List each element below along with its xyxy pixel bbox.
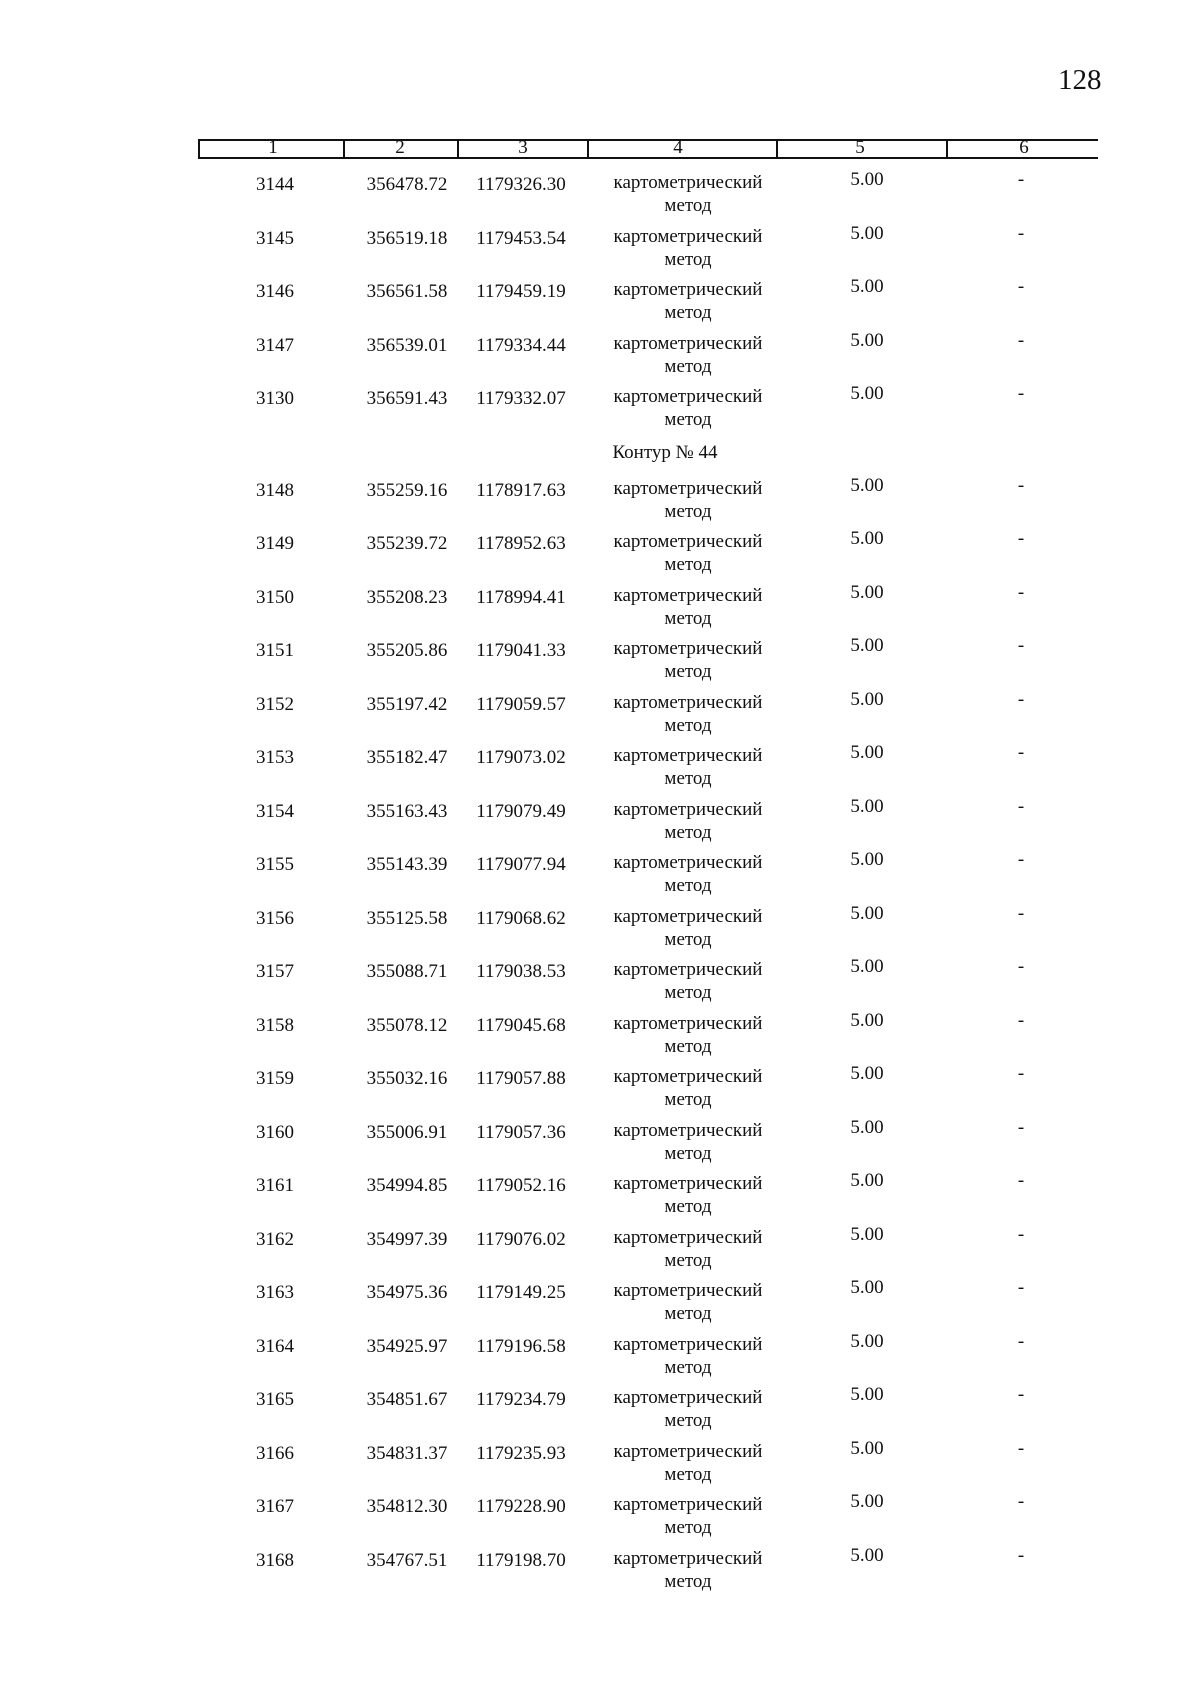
method-line-1: картометрический (613, 172, 763, 193)
method-cell (588, 744, 788, 790)
y-coordinate-cell: 1179076.02 (476, 1228, 566, 1250)
x-coordinate-cell: 355259.16 (366, 479, 448, 501)
description-cell: - (1017, 635, 1025, 656)
x-coordinate-cell: 354975.36 (366, 1282, 448, 1303)
accuracy-cell: 5.00 (850, 1544, 884, 1566)
method-cell (588, 171, 788, 217)
column-header-3: 3 (518, 137, 528, 158)
accuracy-cell: 5.00 (850, 1437, 884, 1459)
y-coordinate-cell: 1179453.54 (476, 227, 566, 249)
method-line-1: картометрический (613, 1066, 763, 1087)
header-divider (946, 141, 948, 157)
table-row (0, 1169, 1200, 1223)
header-divider (198, 141, 200, 157)
page-number: 128 (1058, 64, 1102, 96)
method-line-2: метод (664, 1570, 712, 1592)
table-row (0, 848, 1200, 902)
table-row (0, 1544, 1200, 1598)
method-cell (588, 637, 788, 683)
point-number-cell: 3159 (256, 1068, 294, 1089)
method-line-1: картометрический (613, 905, 763, 927)
accuracy-cell: 5.00 (850, 956, 884, 977)
description-cell: - (1017, 169, 1025, 190)
method-line-1: картометрический (613, 386, 763, 407)
method-line-1: картометрический (613, 477, 763, 499)
method-line-1: картометрический (613, 1333, 763, 1355)
description-cell: - (1017, 1116, 1025, 1138)
table-row (0, 1437, 1200, 1491)
y-coordinate-cell: 1178952.63 (476, 533, 566, 554)
method-line-1: картометрический (613, 1173, 763, 1194)
table-row (0, 329, 1200, 383)
y-coordinate-cell: 1179079.49 (476, 800, 566, 822)
method-cell (588, 1440, 788, 1486)
method-line-2: метод (664, 1089, 712, 1110)
method-line-2: метод (664, 1410, 712, 1431)
point-number-cell: 3168 (256, 1549, 294, 1571)
table-row (0, 1383, 1200, 1437)
method-line-2: метод (664, 607, 712, 629)
point-number-cell: 3166 (256, 1442, 294, 1464)
x-coordinate-cell: 355143.39 (366, 854, 448, 875)
x-coordinate-cell: 356539.01 (366, 334, 448, 356)
x-coordinate-cell: 355208.23 (366, 586, 448, 608)
y-coordinate-cell: 1179234.79 (476, 1389, 566, 1410)
accuracy-cell: 5.00 (850, 902, 884, 924)
column-header-4: 4 (673, 137, 683, 158)
method-line-1: картометрический (613, 745, 763, 766)
description-cell: - (1017, 276, 1025, 297)
method-cell (588, 1279, 788, 1325)
method-line-1: картометрический (613, 798, 763, 820)
method-line-2: метод (664, 714, 712, 736)
description-cell: - (1017, 1009, 1025, 1031)
accuracy-cell: 5.00 (850, 849, 884, 870)
method-cell (588, 1012, 788, 1058)
accuracy-cell: 5.00 (850, 1223, 884, 1245)
x-coordinate-cell: 354851.67 (366, 1389, 448, 1410)
method-line-1: картометрический (613, 1440, 763, 1462)
table-row (0, 474, 1200, 528)
method-line-1: картометрический (613, 1012, 763, 1034)
method-line-2: метод (664, 875, 712, 896)
y-coordinate-cell: 1179196.58 (476, 1335, 566, 1357)
method-line-1: картометрический (613, 225, 763, 247)
method-cell (588, 1493, 788, 1539)
y-coordinate-cell: 1178917.63 (476, 479, 566, 501)
x-coordinate-cell: 354767.51 (366, 1549, 448, 1571)
table-row (0, 741, 1200, 795)
method-cell (588, 332, 788, 378)
accuracy-cell: 5.00 (850, 1063, 884, 1084)
header-divider (587, 141, 589, 157)
description-cell: - (1017, 1223, 1025, 1245)
table-row (0, 581, 1200, 635)
method-cell (588, 225, 788, 271)
x-coordinate-cell: 355006.91 (366, 1121, 448, 1143)
method-line-2: метод (664, 1196, 712, 1217)
method-line-2: метод (664, 768, 712, 789)
y-coordinate-cell: 1179334.44 (476, 334, 566, 356)
y-coordinate-cell: 1179057.88 (476, 1068, 566, 1089)
method-line-2: метод (664, 928, 712, 950)
column-header-6: 6 (1019, 137, 1029, 158)
point-number-cell: 3157 (256, 961, 294, 982)
table-row (0, 634, 1200, 688)
description-cell: - (1017, 1277, 1025, 1298)
method-line-2: метод (664, 821, 712, 843)
table-row (0, 1062, 1200, 1116)
method-cell (588, 798, 788, 844)
y-coordinate-cell: 1179041.33 (476, 640, 566, 661)
method-line-1: картометрический (613, 1387, 763, 1408)
accuracy-cell: 5.00 (850, 688, 884, 710)
table-row (0, 382, 1200, 436)
description-cell: - (1017, 1491, 1025, 1512)
header-divider (776, 141, 778, 157)
description-cell: - (1017, 383, 1025, 404)
description-cell: - (1017, 956, 1025, 977)
method-line-1: картометрический (613, 584, 763, 606)
method-cell (588, 905, 788, 951)
table-row (0, 955, 1200, 1009)
y-coordinate-cell: 1179073.02 (476, 747, 566, 768)
method-cell (588, 1065, 788, 1111)
y-coordinate-cell: 1179052.16 (476, 1175, 566, 1196)
point-number-cell: 3164 (256, 1335, 294, 1357)
table-row (0, 902, 1200, 956)
table-row (0, 168, 1200, 222)
point-number-cell: 3152 (256, 693, 294, 715)
accuracy-cell: 5.00 (850, 169, 884, 190)
method-line-2: метод (664, 195, 712, 216)
x-coordinate-cell: 354925.97 (366, 1335, 448, 1357)
table-row (0, 688, 1200, 742)
point-number-cell: 3149 (256, 533, 294, 554)
point-number-cell: 3147 (256, 334, 294, 356)
method-line-1: картометрический (613, 852, 763, 873)
method-line-2: метод (664, 1517, 712, 1538)
method-line-2: метод (664, 1303, 712, 1324)
x-coordinate-cell: 354994.85 (366, 1175, 448, 1196)
table-row (0, 222, 1200, 276)
column-header-5: 5 (855, 137, 865, 158)
method-line-1: картометрический (613, 1280, 763, 1301)
x-coordinate-cell: 356561.58 (366, 281, 448, 302)
x-coordinate-cell: 356591.43 (366, 388, 448, 409)
accuracy-cell: 5.00 (850, 383, 884, 404)
contour-heading-row (0, 436, 1200, 474)
method-cell (588, 1172, 788, 1218)
method-line-2: метод (664, 1142, 712, 1164)
accuracy-cell: 5.00 (850, 1009, 884, 1031)
accuracy-cell: 5.00 (850, 1330, 884, 1352)
method-cell (588, 691, 788, 737)
method-line-2: метод (664, 302, 712, 323)
table-row (0, 1330, 1200, 1384)
column-header-2: 2 (395, 137, 405, 158)
x-coordinate-cell: 355197.42 (366, 693, 448, 715)
method-line-1: картометрический (613, 332, 763, 354)
y-coordinate-cell: 1179198.70 (476, 1549, 566, 1571)
table-row (0, 1009, 1200, 1063)
method-line-1: картометрический (613, 1494, 763, 1515)
header-divider (457, 141, 459, 157)
description-cell: - (1017, 1330, 1025, 1352)
accuracy-cell: 5.00 (850, 329, 884, 351)
coordinate-table-body (0, 168, 1200, 1597)
x-coordinate-cell: 355182.47 (366, 747, 448, 768)
accuracy-cell: 5.00 (850, 276, 884, 297)
method-cell (588, 1547, 788, 1593)
method-cell (588, 1119, 788, 1165)
contour-heading: Контур № 44 (612, 441, 718, 463)
accuracy-cell: 5.00 (850, 1170, 884, 1191)
table-row (0, 1276, 1200, 1330)
method-cell (588, 278, 788, 324)
method-line-2: метод (664, 1356, 712, 1378)
y-coordinate-cell: 1179077.94 (476, 854, 566, 875)
method-line-2: метод (664, 661, 712, 682)
description-cell: - (1017, 222, 1025, 244)
description-cell: - (1017, 1170, 1025, 1191)
method-line-1: картометрический (613, 1119, 763, 1141)
method-cell (588, 958, 788, 1004)
description-cell: - (1017, 849, 1025, 870)
accuracy-cell: 5.00 (850, 1384, 884, 1405)
accuracy-cell: 5.00 (850, 1277, 884, 1298)
point-number-cell: 3165 (256, 1389, 294, 1410)
x-coordinate-cell: 355163.43 (366, 800, 448, 822)
y-coordinate-cell: 1179235.93 (476, 1442, 566, 1464)
method-cell (588, 1386, 788, 1432)
header-divider (343, 141, 345, 157)
table-row (0, 1116, 1200, 1170)
y-coordinate-cell: 1179228.90 (476, 1496, 566, 1517)
method-cell (588, 385, 788, 431)
point-number-cell: 3150 (256, 586, 294, 608)
table-row (0, 1490, 1200, 1544)
accuracy-cell: 5.00 (850, 1491, 884, 1512)
x-coordinate-cell: 356519.18 (366, 227, 448, 249)
method-cell (588, 1226, 788, 1272)
x-coordinate-cell: 354812.30 (366, 1496, 448, 1517)
method-line-1: картометрический (613, 691, 763, 713)
method-line-2: метод (664, 409, 712, 430)
y-coordinate-cell: 1179045.68 (476, 1014, 566, 1036)
point-number-cell: 3153 (256, 747, 294, 768)
description-cell: - (1017, 902, 1025, 924)
y-coordinate-cell: 1179038.53 (476, 961, 566, 982)
description-cell: - (1017, 1063, 1025, 1084)
accuracy-cell: 5.00 (850, 742, 884, 763)
description-cell: - (1017, 688, 1025, 710)
y-coordinate-cell: 1179068.62 (476, 907, 566, 929)
description-cell: - (1017, 581, 1025, 603)
description-cell: - (1017, 1544, 1025, 1566)
point-number-cell: 3130 (256, 388, 294, 409)
y-coordinate-cell: 1179326.30 (476, 174, 566, 195)
point-number-cell: 3160 (256, 1121, 294, 1143)
y-coordinate-cell: 1179059.57 (476, 693, 566, 715)
method-line-1: картометрический (613, 1547, 763, 1569)
point-number-cell: 3155 (256, 854, 294, 875)
point-number-cell: 3146 (256, 281, 294, 302)
point-number-cell: 3158 (256, 1014, 294, 1036)
y-coordinate-cell: 1178994.41 (476, 586, 566, 608)
method-line-2: метод (664, 1035, 712, 1057)
method-line-1: картометрический (613, 959, 763, 980)
y-coordinate-cell: 1179459.19 (476, 281, 566, 302)
x-coordinate-cell: 355078.12 (366, 1014, 448, 1036)
accuracy-cell: 5.00 (850, 222, 884, 244)
description-cell: - (1017, 1384, 1025, 1405)
table-row (0, 1223, 1200, 1277)
x-coordinate-cell: 355205.86 (366, 640, 448, 661)
accuracy-cell: 5.00 (850, 474, 884, 496)
description-cell: - (1017, 795, 1025, 817)
description-cell: - (1017, 329, 1025, 351)
method-cell (588, 851, 788, 897)
method-line-1: картометрический (613, 638, 763, 659)
method-cell (588, 477, 788, 523)
x-coordinate-cell: 354831.37 (366, 1442, 448, 1464)
accuracy-cell: 5.00 (850, 528, 884, 549)
accuracy-cell: 5.00 (850, 581, 884, 603)
method-line-1: картометрический (613, 279, 763, 300)
table-row (0, 275, 1200, 329)
column-header-1: 1 (268, 137, 278, 158)
description-cell: - (1017, 474, 1025, 496)
x-coordinate-cell: 354997.39 (366, 1228, 448, 1250)
x-coordinate-cell: 356478.72 (366, 174, 448, 195)
method-line-2: метод (664, 1463, 712, 1485)
method-line-2: метод (664, 1249, 712, 1271)
method-line-2: метод (664, 500, 712, 522)
point-number-cell: 3148 (256, 479, 294, 501)
y-coordinate-cell: 1179332.07 (476, 388, 566, 409)
method-cell (588, 1333, 788, 1379)
point-number-cell: 3163 (256, 1282, 294, 1303)
table-row (0, 795, 1200, 849)
point-number-cell: 3162 (256, 1228, 294, 1250)
point-number-cell: 3161 (256, 1175, 294, 1196)
method-line-2: метод (664, 982, 712, 1003)
method-cell (588, 530, 788, 576)
description-cell: - (1017, 742, 1025, 763)
method-line-2: метод (664, 248, 712, 270)
table-header (198, 133, 1098, 159)
x-coordinate-cell: 355088.71 (366, 961, 448, 982)
point-number-cell: 3151 (256, 640, 294, 661)
description-cell: - (1017, 1437, 1025, 1459)
accuracy-cell: 5.00 (850, 635, 884, 656)
method-cell (588, 584, 788, 630)
method-line-2: метод (664, 554, 712, 575)
x-coordinate-cell: 355239.72 (366, 533, 448, 554)
point-number-cell: 3145 (256, 227, 294, 249)
y-coordinate-cell: 1179149.25 (476, 1282, 566, 1303)
table-row (0, 527, 1200, 581)
point-number-cell: 3154 (256, 800, 294, 822)
y-coordinate-cell: 1179057.36 (476, 1121, 566, 1143)
accuracy-cell: 5.00 (850, 795, 884, 817)
method-line-2: метод (664, 355, 712, 377)
point-number-cell: 3167 (256, 1496, 294, 1517)
x-coordinate-cell: 355032.16 (366, 1068, 448, 1089)
point-number-cell: 3144 (256, 174, 294, 195)
description-cell: - (1017, 528, 1025, 549)
accuracy-cell: 5.00 (850, 1116, 884, 1138)
method-line-1: картометрический (613, 1226, 763, 1248)
point-number-cell: 3156 (256, 907, 294, 929)
method-line-1: картометрический (613, 531, 763, 552)
x-coordinate-cell: 355125.58 (366, 907, 448, 929)
